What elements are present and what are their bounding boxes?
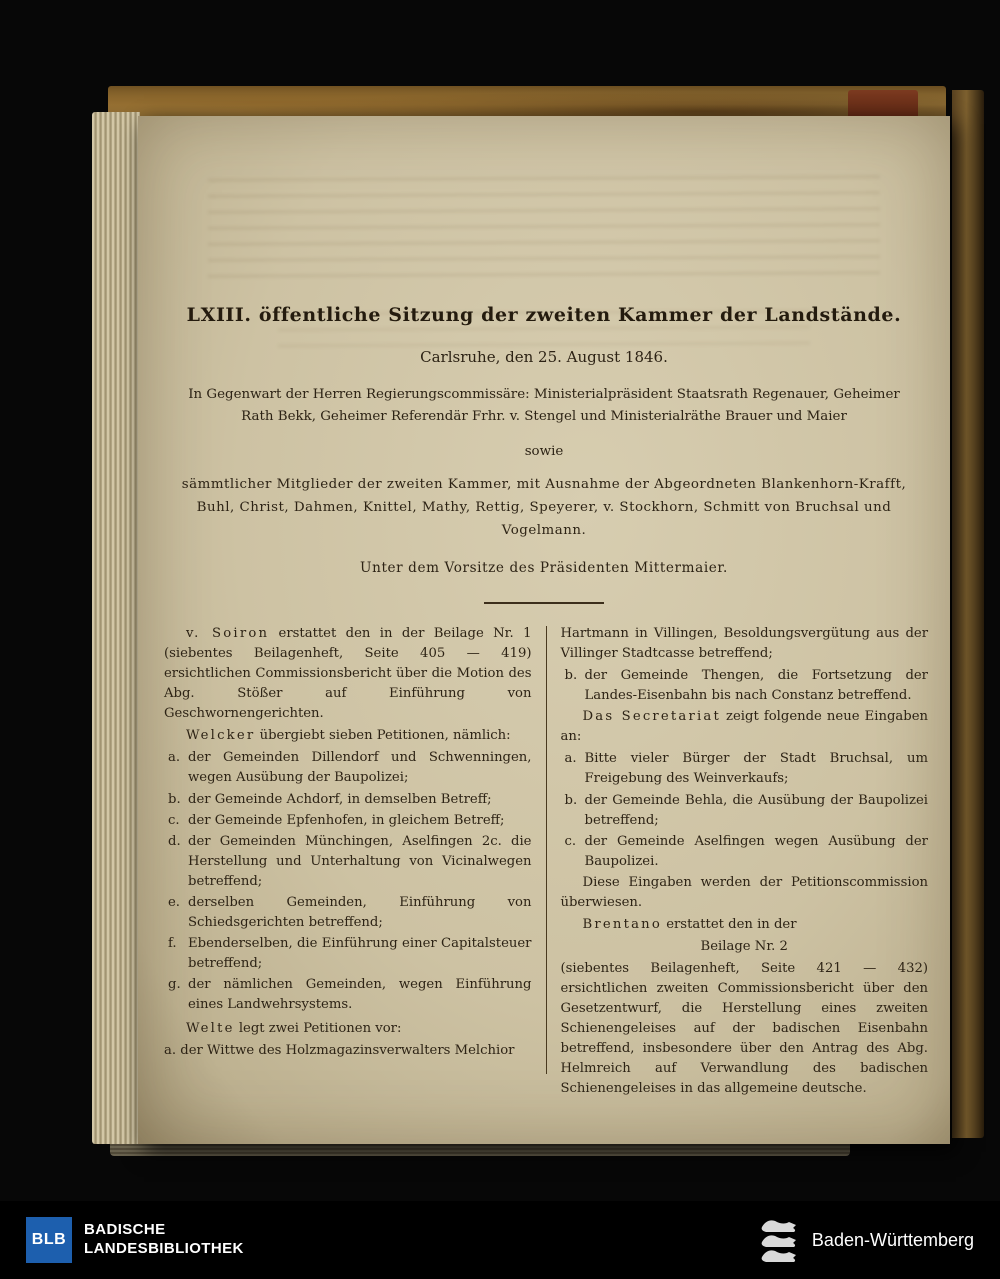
left-column bbox=[164, 624, 546, 1084]
paragraph bbox=[561, 707, 929, 747]
paragraph-text: erstattet den in der bbox=[666, 916, 797, 932]
paragraph-text: erstattet den in der Beilage Nr. 1 (siebentes Beilagenheft, Seite 405 — 419) ersichtlichen Commissionsbericht über die Motion des Abg. Stößer auf Einführung von Geschwornengerichten. bbox=[164, 626, 532, 722]
state-branding bbox=[758, 1217, 974, 1263]
two-column-body bbox=[164, 624, 928, 1097]
speaker-name: Das Secretariat bbox=[582, 709, 721, 725]
library-branding bbox=[26, 1217, 244, 1263]
session-title: LXIII. öffentliche Sitzung der zweiten Kammer der Landstände. bbox=[186, 304, 902, 326]
library-name bbox=[84, 1221, 244, 1259]
paragraph-text: zeigt folgende neue Eingaben an: bbox=[560, 709, 928, 745]
scanned-page bbox=[138, 116, 950, 1144]
item-label: c. bbox=[564, 833, 577, 849]
submission-item bbox=[561, 832, 929, 872]
library-name-line1: BADISCHE bbox=[84, 1221, 166, 1239]
beilage-heading: Beilage Nr. 2 bbox=[700, 938, 788, 954]
item-text: der Gemeinde Thengen, die Fortsetzung der Landes-Eisenbahn bis nach Constanz betreffend. bbox=[584, 668, 928, 704]
item-text: Bitte vieler Bürger der Stadt Bruchsal, um Freigebung des Weinverkaufs; bbox=[584, 751, 928, 787]
item-text: Ebenderselben, die Einführung einer Capitalsteuer betreffend; bbox=[188, 935, 532, 971]
dateline: Carlsruhe, den 25. August 1846. bbox=[420, 348, 668, 366]
speaker-name: v. Soiron bbox=[186, 626, 270, 641]
page-stack-edge bbox=[92, 112, 140, 1144]
library-name-line2: LANDESBIBLIOTHEK bbox=[84, 1240, 244, 1257]
viewer-footer bbox=[0, 1201, 1000, 1279]
item-text: der nämlichen Gemeinden, wegen Einführung eines Landwehrsystems. bbox=[188, 977, 532, 1013]
paragraph bbox=[164, 726, 532, 746]
paragraph: Diese Eingaben werden der Petitionscommission überwiesen. bbox=[560, 874, 928, 910]
page-stack-bottom-edge bbox=[110, 1144, 850, 1156]
item-text: der Gemeinden Dillendorf und Schwenningen, wegen Ausübung der Baupolizei; bbox=[188, 750, 532, 786]
speaker-name: Brentano bbox=[582, 916, 662, 932]
paragraph: a. der Wittwe des Holzmagazinsverwalters Melchior bbox=[164, 1043, 515, 1059]
item-label: b. bbox=[564, 792, 578, 808]
state-name: Baden-Württemberg bbox=[811, 1229, 974, 1250]
petition-item bbox=[164, 790, 532, 810]
item-label: a. bbox=[564, 751, 577, 767]
paragraph bbox=[164, 1019, 532, 1039]
item-text: der Gemeinde Epfenhofen, in gleichem Betreff; bbox=[188, 812, 505, 828]
petition-item bbox=[164, 832, 532, 892]
item-label: f. bbox=[168, 935, 177, 951]
petition-item bbox=[164, 748, 532, 788]
item-label: a. bbox=[168, 750, 181, 766]
submission-item bbox=[561, 749, 929, 789]
petition-item bbox=[164, 893, 532, 933]
item-label: b. bbox=[564, 668, 578, 684]
speaker-name: Welcker bbox=[186, 728, 256, 744]
item-label: c. bbox=[168, 812, 180, 828]
petition-item bbox=[164, 811, 532, 831]
paragraph: (siebentes Beilagenheft, Seite 421 — 432) ersichtlichen zweiten Commissionsbericht über den Gesetzentwurf, die Herstellung eines zweiten Schienengeleises auf der badischen Eisenbahn betreffend, insbesondere über den Antrag des Abg. Helmreich auf Verwandlung des badischen Schienengeleises in das allgemeine deutsche. bbox=[560, 961, 928, 1097]
baden-wuerttemberg-coat-of-arms-icon bbox=[758, 1217, 800, 1263]
book-fore-edge bbox=[952, 90, 984, 1138]
paragraph-text: legt zwei Petitionen vor: bbox=[238, 1021, 402, 1037]
item-text: der Gemeinde Aselfingen wegen Ausübung der Baupolizei. bbox=[584, 833, 928, 869]
submission-item bbox=[561, 791, 929, 831]
speaker-name: Welte bbox=[186, 1021, 235, 1037]
members-paragraph: sämmtlicher Mitglieder der zweiten Kammer, mit Ausnahme der Abgeordneten Blankenhorn-Krafft, Buhl, Christ, Dahmen, Knittel, Mathy, Rettig, Speyerer, v. Stockhorn, Schmitt von Bruchsal und Vogelmann. bbox=[181, 477, 907, 538]
item-text: der Gemeinde Achdorf, in demselben Betreff; bbox=[188, 791, 492, 807]
item-text: derselben Gemeinden, Einführung von Schiedsgerichten betreffend; bbox=[188, 894, 532, 930]
connector-word: sowie bbox=[524, 444, 564, 459]
bleedthrough-text bbox=[208, 162, 880, 281]
petition-item bbox=[164, 975, 532, 1015]
petition-item bbox=[561, 666, 929, 706]
blb-logo: BLB bbox=[26, 1217, 72, 1263]
item-label: e. bbox=[168, 894, 180, 910]
item-text: der Gemeinde Behla, die Ausübung der Baupolizei betreffend; bbox=[584, 792, 928, 828]
paragraph bbox=[164, 624, 532, 724]
right-column bbox=[547, 624, 929, 1097]
paragraph: Hartmann in Villingen, Besoldungsvergütung aus der Villinger Stadtcasse betreffend; bbox=[560, 626, 928, 662]
chair-line: Unter dem Vorsitze des Präsidenten Mittermaier. bbox=[360, 560, 728, 576]
paragraph bbox=[561, 915, 929, 935]
item-label: d. bbox=[168, 833, 181, 849]
item-text: der Gemeinden Münchingen, Aselfingen 2c. die Herstellung und Unterhaltung von Vicinalwegen betreffend; bbox=[188, 833, 532, 889]
paragraph-text: übergiebt sieben Petitionen, nämlich: bbox=[259, 728, 511, 744]
section-divider bbox=[484, 602, 604, 604]
item-label: b. bbox=[168, 791, 181, 807]
attendance-paragraph: In Gegenwart der Herren Regierungscommissäre: Ministerialpräsident Staatsrath Regenauer, Geheimer Rath Bekk, Geheimer Referendär Frhr. v. Stengel und Ministerialräthe Brauer und Maier bbox=[188, 387, 900, 425]
petition-item bbox=[164, 934, 532, 974]
item-label: g. bbox=[168, 977, 181, 993]
